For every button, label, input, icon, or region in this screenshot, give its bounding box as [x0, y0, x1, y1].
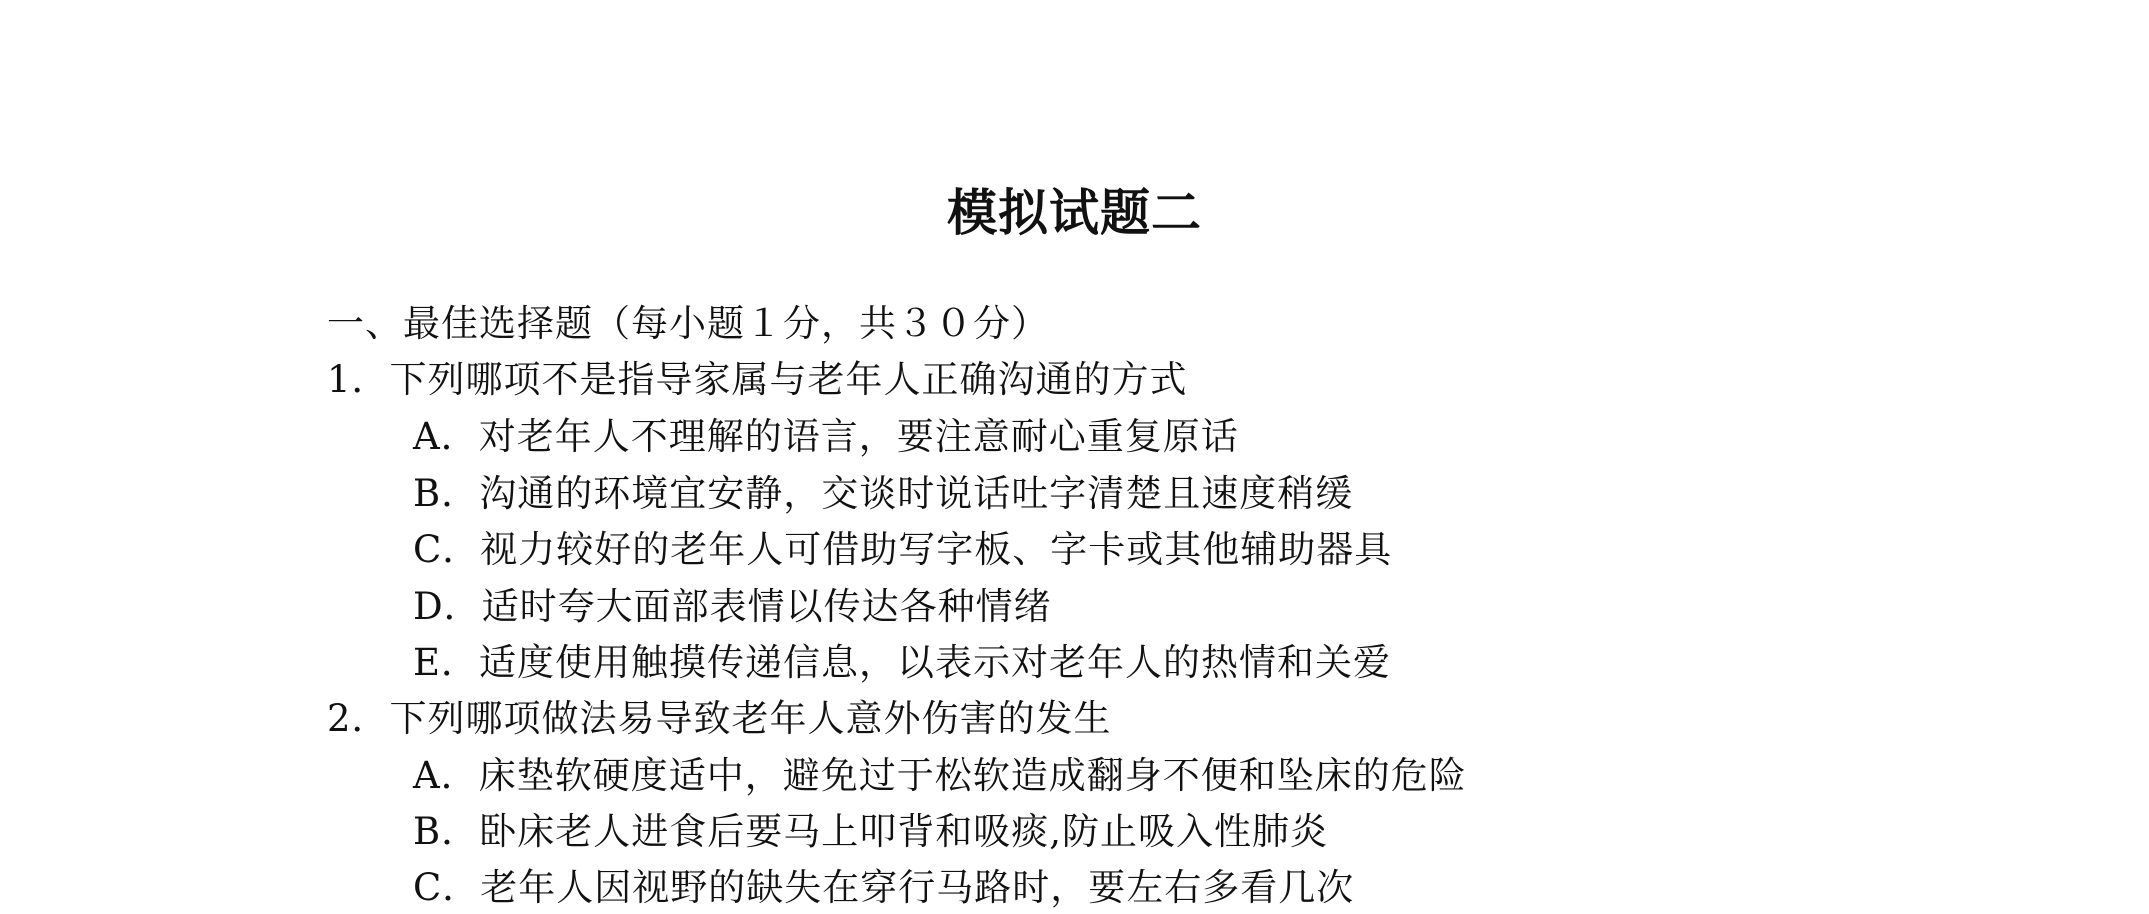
- page-title: 模拟试题二: [947, 184, 1202, 242]
- question-1-option-d: D．适时夸大面部表情以传达各种情绪: [413, 585, 1052, 628]
- question-1-option-b: B．沟通的环境宜安静，交谈时说话吐字清楚且速度稍缓: [413, 472, 1354, 515]
- section-heading: 一、最佳选择题（每小题１分，共３０分）: [327, 302, 1049, 345]
- question-1-stem: 1．下列哪项不是指导家属与老年人正确沟通的方式: [327, 358, 1188, 401]
- question-1-option-e: E．适度使用触摸传递信息，以表示对老年人的热情和关爱: [413, 641, 1392, 684]
- question-1-option-c: C．视力较好的老年人可借助写字板、字卡或其他辅助器具: [413, 528, 1393, 571]
- question-2-option-a: A．床垫软硬度适中，避免过于松软造成翻身不便和坠床的危险: [413, 754, 1467, 797]
- question-1-option-a: A．对老年人不理解的语言，要注意耐心重复原话: [413, 415, 1239, 458]
- question-2-option-c: C．老年人因视野的缺失在穿行马路时，要左右多看几次: [413, 866, 1355, 909]
- question-2-option-b: B．卧床老人进食后要马上叩背和吸痰,防止吸入性肺炎: [413, 810, 1328, 853]
- question-2-stem: 2．下列哪项做法易导致老年人意外伤害的发生: [327, 697, 1112, 740]
